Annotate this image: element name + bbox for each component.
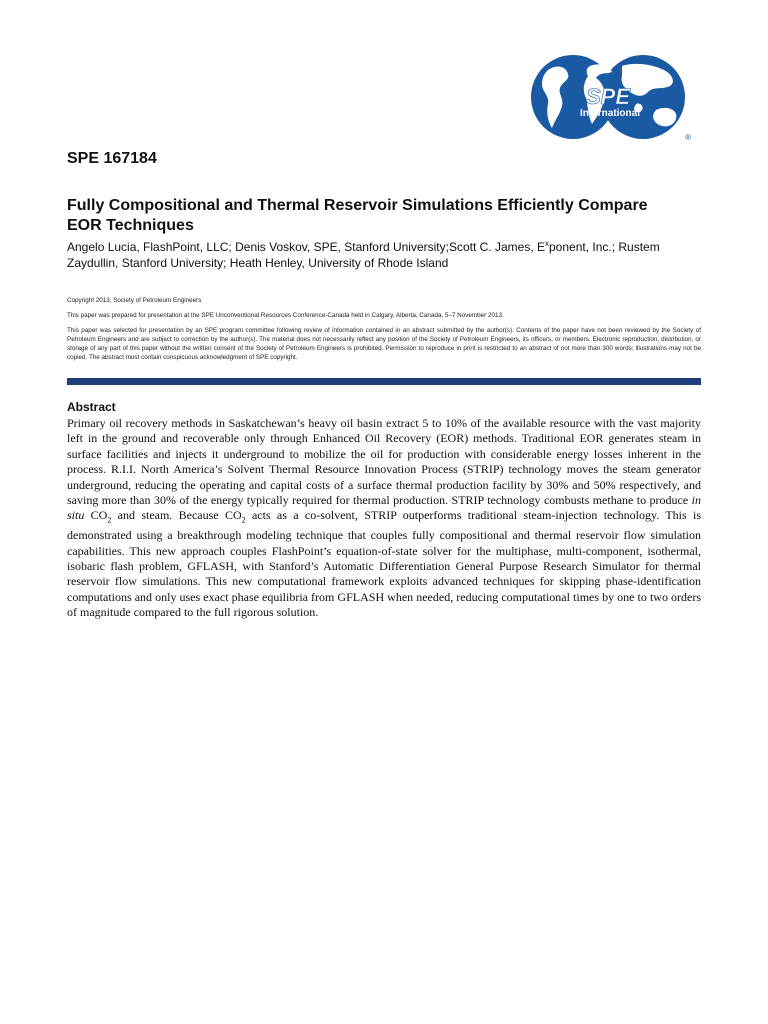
abstract-co2-a: CO — [90, 508, 108, 523]
abstract-body — [67, 416, 701, 621]
logo-subtitle: International — [579, 108, 641, 119]
abstract-co2-b-sub: 2 — [241, 515, 246, 525]
paper-number: SPE 167184 — [67, 150, 157, 167]
header-divider — [67, 378, 701, 385]
abstract-text-3: acts as a co-solvent, STRIP outperforms traditional steam-injection technology. This is demonstrated using a breakthrough modeling technique that couples fully compositional and thermal reservoir flow simulation capabilities. This new approach couples FlashPoint’s equation-of-state solver for the multiphase, multi-component, isothermal, isobaric flash problem, GFLASH, with Stanford’s Automatic Differentiation General Purpose Research Simulator for thermal reservoir flow simulations. This new computational framework exploits advanced techniques for skipping phase-identification computations and only uses exact phase equilibria from GFLASH when needed, reducing computational times by one to two orders of magnitude compared to the full rigorous solution. — [67, 508, 702, 620]
presentation-notice: This paper was prepared for presentation at the SPE Unconventional Resources Conference-Canada held in Calgary, Alberta, Canada, 5–7 November 2013. — [67, 312, 504, 319]
abstract-co2-b: CO — [224, 508, 242, 523]
paper-title: Fully Compositional and Thermal Reservoir Simulations Efficiently Compare EOR Techniques — [67, 197, 648, 234]
abstract-co2-a-sub: 2 — [107, 515, 112, 525]
authors-text: Angelo Lucia, FlashPoint, LLC; Denis Voskov, SPE, Stanford University;Scott C. James, E — [67, 240, 545, 254]
abstract-text-1: Primary oil recovery methods in Saskatchewan’s heavy oil basin extract 5 to 10% of the available resource with the vast majority left in the ground and recoverable only through Enhanced Oil Recovery (EOR) methods. Traditional EOR generates steam in surface facilities and injects it underground to mobilize the oil for production with considerable energy losses inherent in the process. R.I.I. North America’s Solvent Thermal Resource Innovation Process (STRIP) technology moves the steam generator underground, reducing the operating and capital costs of a surface thermal production facility by 30% and 50% respectively, and saving more than 30% of the energy typically required for thermal production. STRIP technology combusts methane to produce — [67, 416, 701, 508]
spe-international-logo — [530, 52, 696, 144]
abstract-text-2: and steam. Because — [111, 508, 225, 523]
abstract-in-situ: in situ — [67, 493, 701, 523]
authors-text-tail: ponent, Inc.; Rustem Zaydullin, Stanford University; Heath Henley, University of Rhode Island — [67, 240, 660, 270]
abstract-heading: Abstract — [67, 400, 116, 414]
copyright-notices — [67, 296, 701, 368]
copyright-line: Copyright 2013, Society of Petroleum Engineers — [67, 297, 202, 304]
paper-authors — [67, 236, 707, 271]
registered-mark: ® — [685, 133, 691, 142]
authors-superscript: x — [545, 239, 549, 248]
review-notice: This paper was selected for presentation by an SPE program committee following review of information contained in an abstract submitted by the author(s). Contents of the paper have not been reviewed by the Society of Petroleum Engineers and are subject to correction by the author(s). The material does not necessarily reflect any position of the Society of Petroleum Engineers, its officers, or members. Electronic reproduction, distribution, or storage of any part of this paper without the written consent of the Society of Petroleum Engineers is prohibited. Permission to reproduce in print is restricted to an abstract of not more than 300 words; illustrations may not be copied. The abstract must contain conspicuous acknowledgment of SPE copyright. — [67, 327, 701, 361]
logo-name: SPE — [585, 84, 631, 109]
